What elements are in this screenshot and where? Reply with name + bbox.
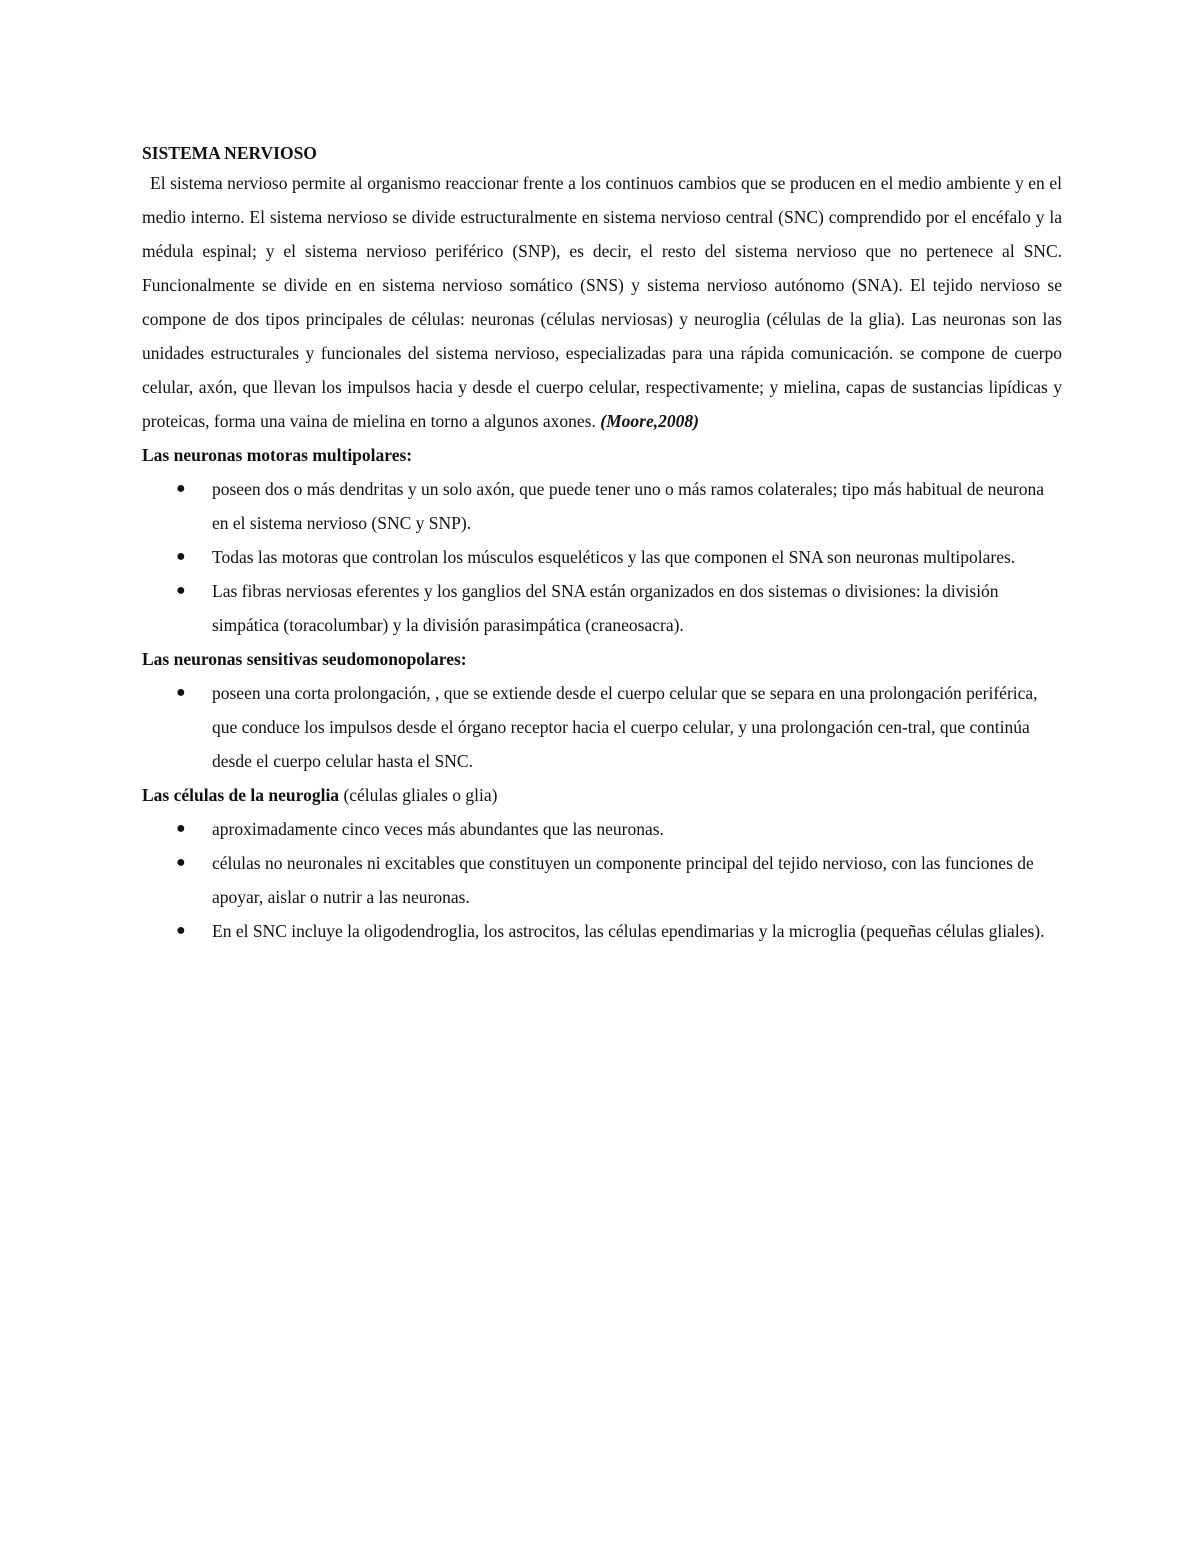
bullet-list-motoras — [142, 472, 1062, 642]
intro-text: El sistema nervioso permite al organismo reaccionar frente a los continuos cambios que se producen en el medio ambiente y en el medio interno. El sistema nervioso se divide estructuralmente en sistema nervioso central (SNC) comprendido por el encéfalo y la médula espinal; y el sistema nervioso periférico (SNP), es decir, el resto del sistema nervioso que no pertenece al SNC. Funcionalmente se divide en en sistema nervioso somático (SNS) y sistema nervioso autónomo (SNA). El tejido nervioso se compone de dos tipos principales de células: neuronas (células nerviosas) y neuroglia (células de la glia). Las neuronas son las unidades estructurales y funcionales del sistema nervioso, especializadas para una rápida comunicación. se compone de cuerpo celular, axón, que llevan los impulsos hacia y desde el cuerpo celular, respectivamente; y mielina, capas de sustancias lipídicas y proteicas, forma una vaina de mielina en torno a algunos axones. — [142, 173, 1062, 431]
list-item — [142, 540, 1062, 574]
list-item — [142, 812, 1062, 846]
list-item — [142, 472, 1062, 540]
section-heading-bold: Las células de la neuroglia — [142, 785, 340, 805]
section-heading-motoras — [142, 438, 1062, 472]
list-item-text: poseen dos o más dendritas y un solo axón, que puede tener uno o más ramos colaterales; tipo más habitual de neurona en el sistema nervioso (SNC y SNP). — [212, 479, 1045, 533]
list-item-text: aproximadamente cinco veces más abundantes que las neuronas. — [212, 819, 664, 839]
bullet-icon: ● — [176, 684, 186, 701]
section-heading-sensitivas — [142, 642, 1062, 676]
list-item — [142, 846, 1062, 914]
bullet-icon: ● — [176, 582, 186, 599]
list-item-text: células no neuronales ni excitables que constituyen un componente principal del tejido nervioso, con las funciones de apoyar, aislar o nutrir a las neuronas. — [212, 853, 1034, 907]
list-item-text: En el SNC incluye la oligodendroglia, los astrocitos, las células ependimarias y la microglia (pequeñas células gliales). — [212, 921, 1045, 941]
bullet-icon: ● — [176, 922, 186, 939]
bullet-list-sensitivas — [142, 676, 1062, 778]
list-item-text: Todas las motoras que controlan los músculos esqueléticos y las que componen el SNA son neuronas multipolares. — [212, 547, 1016, 567]
document-title: SISTEMA NERVIOSO — [142, 143, 317, 163]
section-heading-neuroglia — [142, 778, 1062, 812]
citation: (Moore,2008) — [600, 411, 699, 431]
bullet-icon: ● — [176, 480, 186, 497]
bullet-icon: ● — [176, 854, 186, 871]
document-body — [142, 140, 1062, 948]
list-item — [142, 676, 1062, 778]
section-heading-bold: Las neuronas motoras multipolares: — [142, 445, 413, 465]
section-heading-bold: Las neuronas sensitivas seudomonopolares: — [142, 649, 467, 669]
bullet-list-neuroglia — [142, 812, 1062, 948]
list-item — [142, 574, 1062, 642]
intro-paragraph — [142, 166, 1062, 438]
bullet-icon: ● — [176, 820, 186, 837]
section-heading-rest: (células gliales o glia) — [339, 785, 498, 805]
list-item-text: Las fibras nerviosas eferentes y los ganglios del SNA están organizados en dos sistemas o divisiones: la división simpática (toracolumbar) y la división parasimpática (craneosacra). — [212, 581, 999, 635]
bullet-icon: ● — [176, 548, 186, 565]
list-item-text: poseen una corta prolongación, , que se extiende desde el cuerpo celular que se separa en una prolongación periférica, que conduce los impulsos desde el órgano receptor hacia el cuerpo celular, y una prolongación cen-tral, que continúa desde el cuerpo celular hasta el SNC. — [212, 683, 1038, 771]
list-item — [142, 914, 1062, 948]
